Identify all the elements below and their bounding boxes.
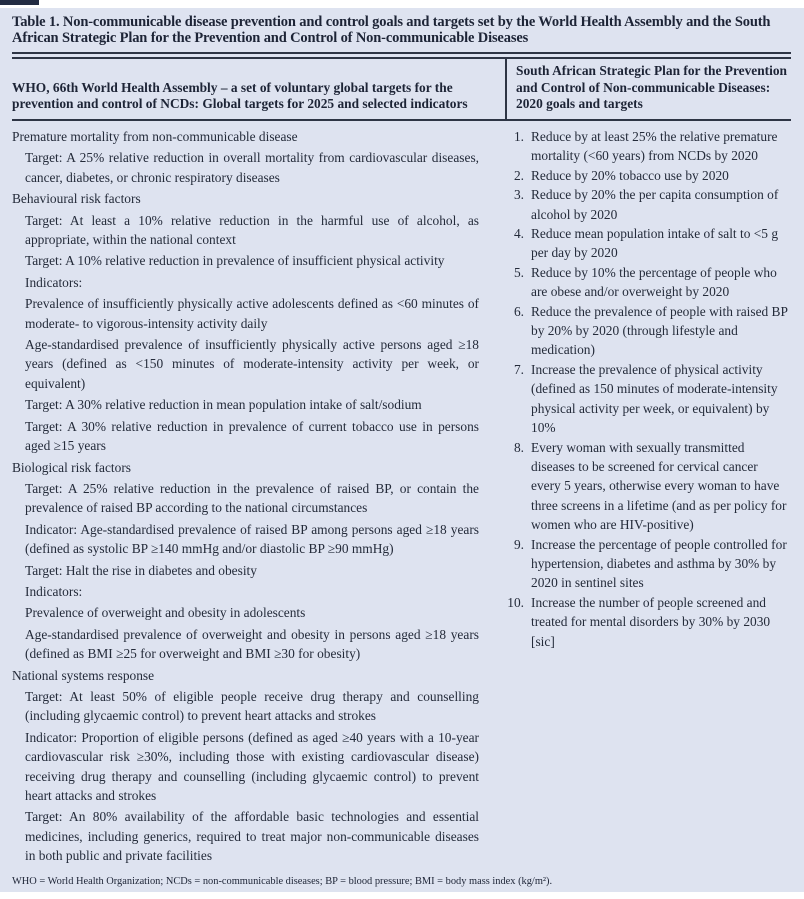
section-item: Target: At least a 10% relative reduction in the harmful use of alcohol, as appropriate, within the national context xyxy=(25,212,479,248)
section-item: Indicators: xyxy=(25,583,83,599)
section-item: Age-standardised prevalence of overweight and obesity in persons aged ≥18 years (defined as BMI ≥25 for overweight and BMI ≥30 for obesity) xyxy=(25,626,479,662)
table-header-row xyxy=(12,59,791,119)
goal-text: Increase the percentage of people controlled for hypertension, diabetes and asthma by 30% by 2020 in sentinel sites xyxy=(531,536,787,591)
goal-number: 9. xyxy=(513,536,524,552)
who-section-national-systems xyxy=(12,666,479,866)
goal-text: Increase the prevalence of physical activity (defined as 150 minutes of moderate-intensity physical activity per week, or equivalent) by 10% xyxy=(531,361,778,436)
table-body xyxy=(12,121,791,868)
section-heading: Behavioural risk factors xyxy=(12,191,141,207)
goal-number: 5. xyxy=(513,264,524,280)
section-item: Indicator: Proportion of eligible persons (defined as aged ≥40 years with a 10-year cardiovascular risk ≥30%, including those with existing cardiovascular disease) receiving drug therapy and counselling (including glycaemic control) to prevent heart attacks and strokes xyxy=(25,729,479,804)
goal-text: Reduce the prevalence of people with raised BP by 20% by 2020 (through lifestyle and medication) xyxy=(531,303,788,358)
section-heading: Biological risk factors xyxy=(12,459,131,475)
section-item: Indicators: xyxy=(25,274,83,290)
table-1-panel xyxy=(0,8,804,892)
goal-text: Reduce by at least 25% the relative premature mortality (<60 years) from NCDs by 2020 xyxy=(531,129,778,164)
goal-number: 4. xyxy=(513,226,524,242)
section-item: Target: A 10% relative reduction in prevalence of insufficient physical activity xyxy=(25,253,445,269)
goal-text: Reduce by 10% the percentage of people who are obese and/or overweight by 2020 xyxy=(531,264,777,300)
section-item: Prevalence of overweight and obesity in adolescents xyxy=(25,605,306,621)
who-section-biological-risk xyxy=(12,458,479,664)
section-item: Target: A 30% relative reduction in prevalence of current tobacco use in persons aged ≥15 years xyxy=(25,418,479,454)
goal-number: 2. xyxy=(513,167,524,183)
goal-text: Reduce mean population intake of salt to <5 g per day by 2020 xyxy=(531,226,779,261)
section-heading: Premature mortality from non-communicable disease xyxy=(12,129,298,145)
goal-item xyxy=(506,166,789,185)
goal-item xyxy=(506,302,789,360)
who-column-header: WHO, 66th World Health Assembly – a set of voluntary global targets for the prevention and control of NCDs: Global targets for 2025 and selected indicators xyxy=(12,79,468,111)
goal-item xyxy=(506,438,789,535)
goal-item xyxy=(506,185,789,224)
goal-number: 6. xyxy=(513,303,524,319)
who-section-premature-mortality xyxy=(12,127,479,187)
goal-item xyxy=(506,360,789,438)
section-item: Target: A 25% relative reduction in the prevalence of raised BP, or contain the prevalence of raised BP according to the national circumstances xyxy=(25,480,479,516)
goal-number: 8. xyxy=(513,439,524,455)
goal-number: 3. xyxy=(513,187,524,203)
goal-item xyxy=(506,593,789,651)
who-column xyxy=(12,127,505,868)
section-item: Target: Halt the rise in diabetes and obesity xyxy=(25,562,257,578)
goal-text: Reduce by 20% the per capita consumption of alcohol by 2020 xyxy=(531,187,779,222)
page-edge-mark xyxy=(0,0,39,5)
section-item: Target: At least 50% of eligible people receive drug therapy and counselling (including glycaemic control) to prevent heart attacks and strokes xyxy=(25,688,479,724)
section-heading: National systems response xyxy=(12,667,155,683)
section-item: Prevalence of insufficiently physically active adolescents defined as <60 minutes of moderate- to vigorous-intensity activity daily xyxy=(25,296,479,331)
goal-number: 7. xyxy=(513,361,524,377)
section-item: Indicator: Age-standardised prevalence of raised BP among persons aged ≥18 years (defined as systolic BP ≥140 mmHg and/or diastolic BP ≥90 mmHg) xyxy=(25,521,479,557)
table-footnote: WHO = World Health Organization; NCDs = non-communicable diseases; BP = blood pressure; BMI = body mass index (kg/m²). xyxy=(12,875,553,887)
sa-column xyxy=(505,127,791,868)
goal-item xyxy=(506,127,789,166)
goal-item xyxy=(506,535,789,593)
goal-item xyxy=(506,224,789,263)
goal-item xyxy=(506,263,789,302)
section-item: Age-standardised prevalence of insufficiently physically active persons aged ≥18 years (defined as <150 minutes of moderate-intensity activity per week, or equivalent) xyxy=(25,337,479,391)
goal-number: 10. xyxy=(507,594,524,610)
who-section-behavioural-risk xyxy=(12,189,479,455)
table-title: Table 1. Non-communicable disease prevention and control goals and targets set by the World Health Assembly and the South African Strategic Plan for the Prevention and Control of Non-communicable Diseases xyxy=(12,14,771,47)
section-item: Target: An 80% availability of the affordable basic technologies and essential medicines, including generics, required to treat major non-communicable diseases in both public and private facilities xyxy=(25,809,479,864)
section-item: Target: A 30% relative reduction in mean population intake of salt/sodium xyxy=(25,397,422,413)
section-item: Target: A 25% relative reduction in overall mortality from cardiovascular diseases, cancer, diabetes, or chronic respiratory diseases xyxy=(25,150,479,185)
sa-column-header: South African Strategic Plan for the Prevention and Control of Non-communicable Diseases: 2020 goals and targets xyxy=(505,59,791,119)
goal-number: 1. xyxy=(513,129,524,145)
goal-text: Reduce by 20% tobacco use by 2020 xyxy=(531,167,729,183)
goal-text: Increase the number of people screened and treated for mental disorders by 30% by 2030 [sic] xyxy=(531,594,771,649)
title-double-rule xyxy=(12,52,791,59)
goal-text: Every woman with sexually transmitted diseases to be screened for cervical cancer every 5 years, otherwise every woman to have three screens in a lifetime (and as per policy for women who are HIV-positive) xyxy=(531,439,787,533)
